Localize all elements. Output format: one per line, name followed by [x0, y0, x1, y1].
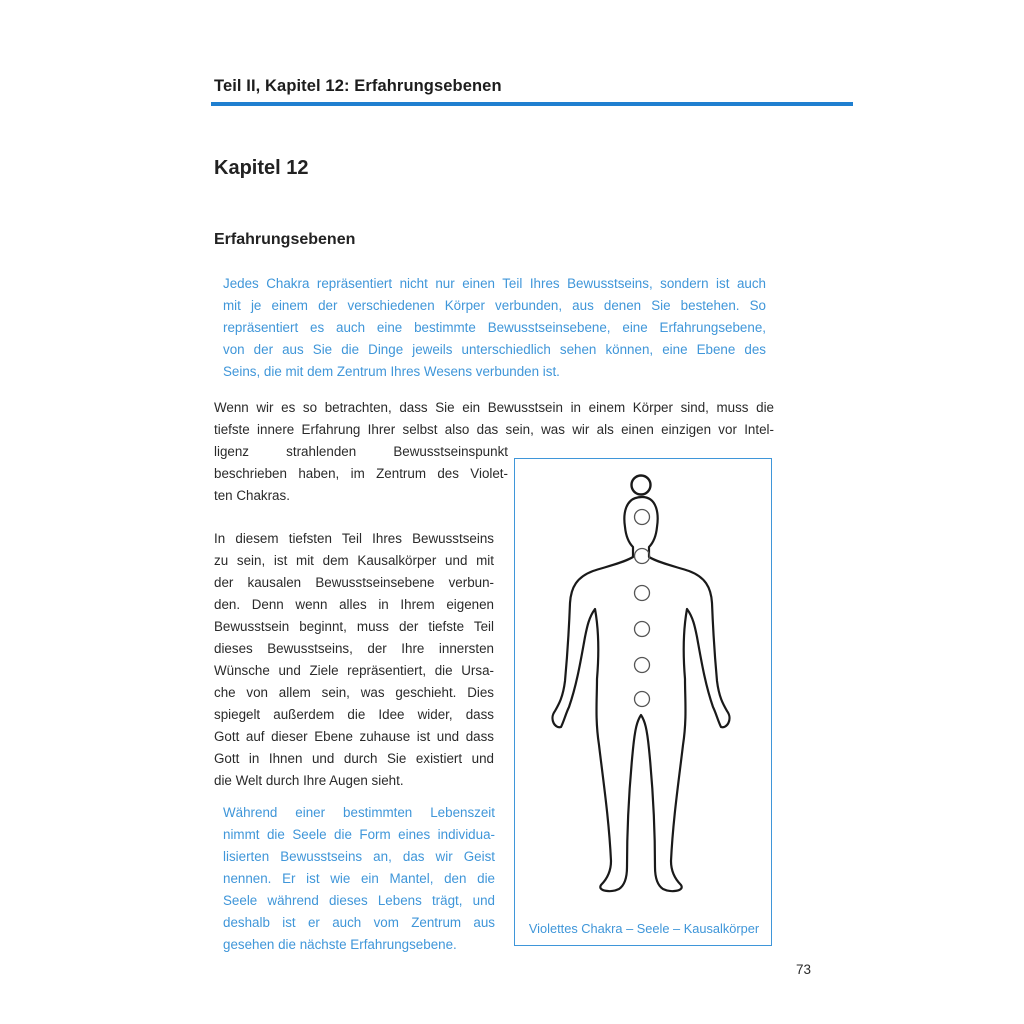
chapter-title: Kapitel 12 — [214, 157, 309, 179]
text-line: die Welt durch Ihre Augen sieht. — [214, 773, 404, 788]
text-line: mit je einem der verschiedenen Körper verbunden, aus denen Sie bestehen. So — [223, 298, 766, 313]
text-line: den. Denn wenn alles in Ihrem eigenen — [214, 597, 494, 612]
human-body-outline-illustration — [515, 459, 773, 919]
page-number: 73 — [796, 962, 812, 977]
text-line: dieses Bewusstseins, der Ihre innersten — [214, 641, 494, 656]
text-line: In diesem tiefsten Teil Ihres Bewusstseins — [214, 531, 494, 546]
text-line: Bewusstsein beginnt, muss der tiefste Teil — [214, 619, 494, 634]
text-line: lisierten Bewusstseins an, das wir Geist — [223, 849, 495, 864]
chakra-throat-icon — [635, 549, 650, 564]
chakra-crown-icon — [632, 476, 651, 495]
intro-paragraph — [223, 273, 766, 383]
chakra-root-icon — [635, 692, 650, 707]
text-line: der kausalen Bewusstseinsebene verbun- — [214, 575, 494, 590]
text-line: zu sein, ist mit dem Kausalkörper und mit — [214, 553, 494, 568]
body-paragraph-2 — [214, 528, 494, 792]
text-line: repräsentiert es auch eine bestimmte Bewusstseinsebene, eine Erfahrungsebene, — [223, 320, 766, 335]
running-head: Teil II, Kapitel 12: Erfahrungsebenen — [214, 77, 502, 95]
chakra-sacral-icon — [635, 658, 650, 673]
chakra-solar-plexus-icon — [635, 622, 650, 637]
text-line: deshalb ist er auch vom Zentrum aus — [223, 915, 495, 930]
text-line: tiefste innere Erfahrung Ihrer selbst also das sein, was wir als einen einzigen vor Intel- — [214, 422, 774, 437]
text-line: Seele während dieses Lebens trägt, und — [223, 893, 495, 908]
body-paragraph-1 — [214, 397, 774, 441]
body-outline — [553, 497, 730, 891]
text-line: Seins, die mit dem Zentrum Ihres Wesens verbunden ist. — [223, 364, 560, 379]
text-line: Wenn wir es so betrachten, dass Sie ein Bewusstsein in einem Körper sind, muss die — [214, 400, 774, 415]
chakra-heart-icon — [635, 586, 650, 601]
text-line: nennen. Er ist wie ein Mantel, den die — [223, 871, 495, 886]
body-paragraph-1-continued — [214, 441, 508, 507]
text-line: nimmt die Seele die Form eines individua- — [223, 827, 495, 842]
text-line: gesehen die nächste Erfahrungsebene. — [223, 937, 457, 952]
text-line: beschrieben haben, im Zentrum des Violet- — [214, 466, 508, 481]
text-line: Während einer bestimmten Lebenszeit — [223, 805, 495, 820]
figure-caption: Violettes Chakra – Seele – Kausalkörper — [528, 921, 760, 936]
text-line: Gott in Ihnen und durch Sie existiert und — [214, 751, 494, 766]
chakra-figure — [514, 458, 772, 946]
header-rule — [211, 102, 853, 106]
text-line: Wünsche und Ziele repräsentiert, die Ursa- — [214, 663, 494, 678]
text-line: ligenz strahlenden Bewusstseinspunkt — [214, 444, 508, 459]
section-title: Erfahrungsebenen — [214, 231, 356, 248]
chakra-third-eye-icon — [635, 510, 650, 525]
text-line: Gott auf dieser Ebene zuhause ist und dass — [214, 729, 494, 744]
text-line: Jedes Chakra repräsentiert nicht nur einen Teil Ihres Bewusstseins, sondern ist auch — [223, 276, 766, 291]
text-line: spiegelt außerdem die Idee wider, dass — [214, 707, 494, 722]
text-line: von der aus Sie die Dinge jeweils unterschiedlich sehen können, eine Ebene des — [223, 342, 766, 357]
highlighted-paragraph — [223, 802, 495, 956]
text-line: ten Chakras. — [214, 488, 290, 503]
text-line: che von allem sein, was geschieht. Dies — [214, 685, 494, 700]
